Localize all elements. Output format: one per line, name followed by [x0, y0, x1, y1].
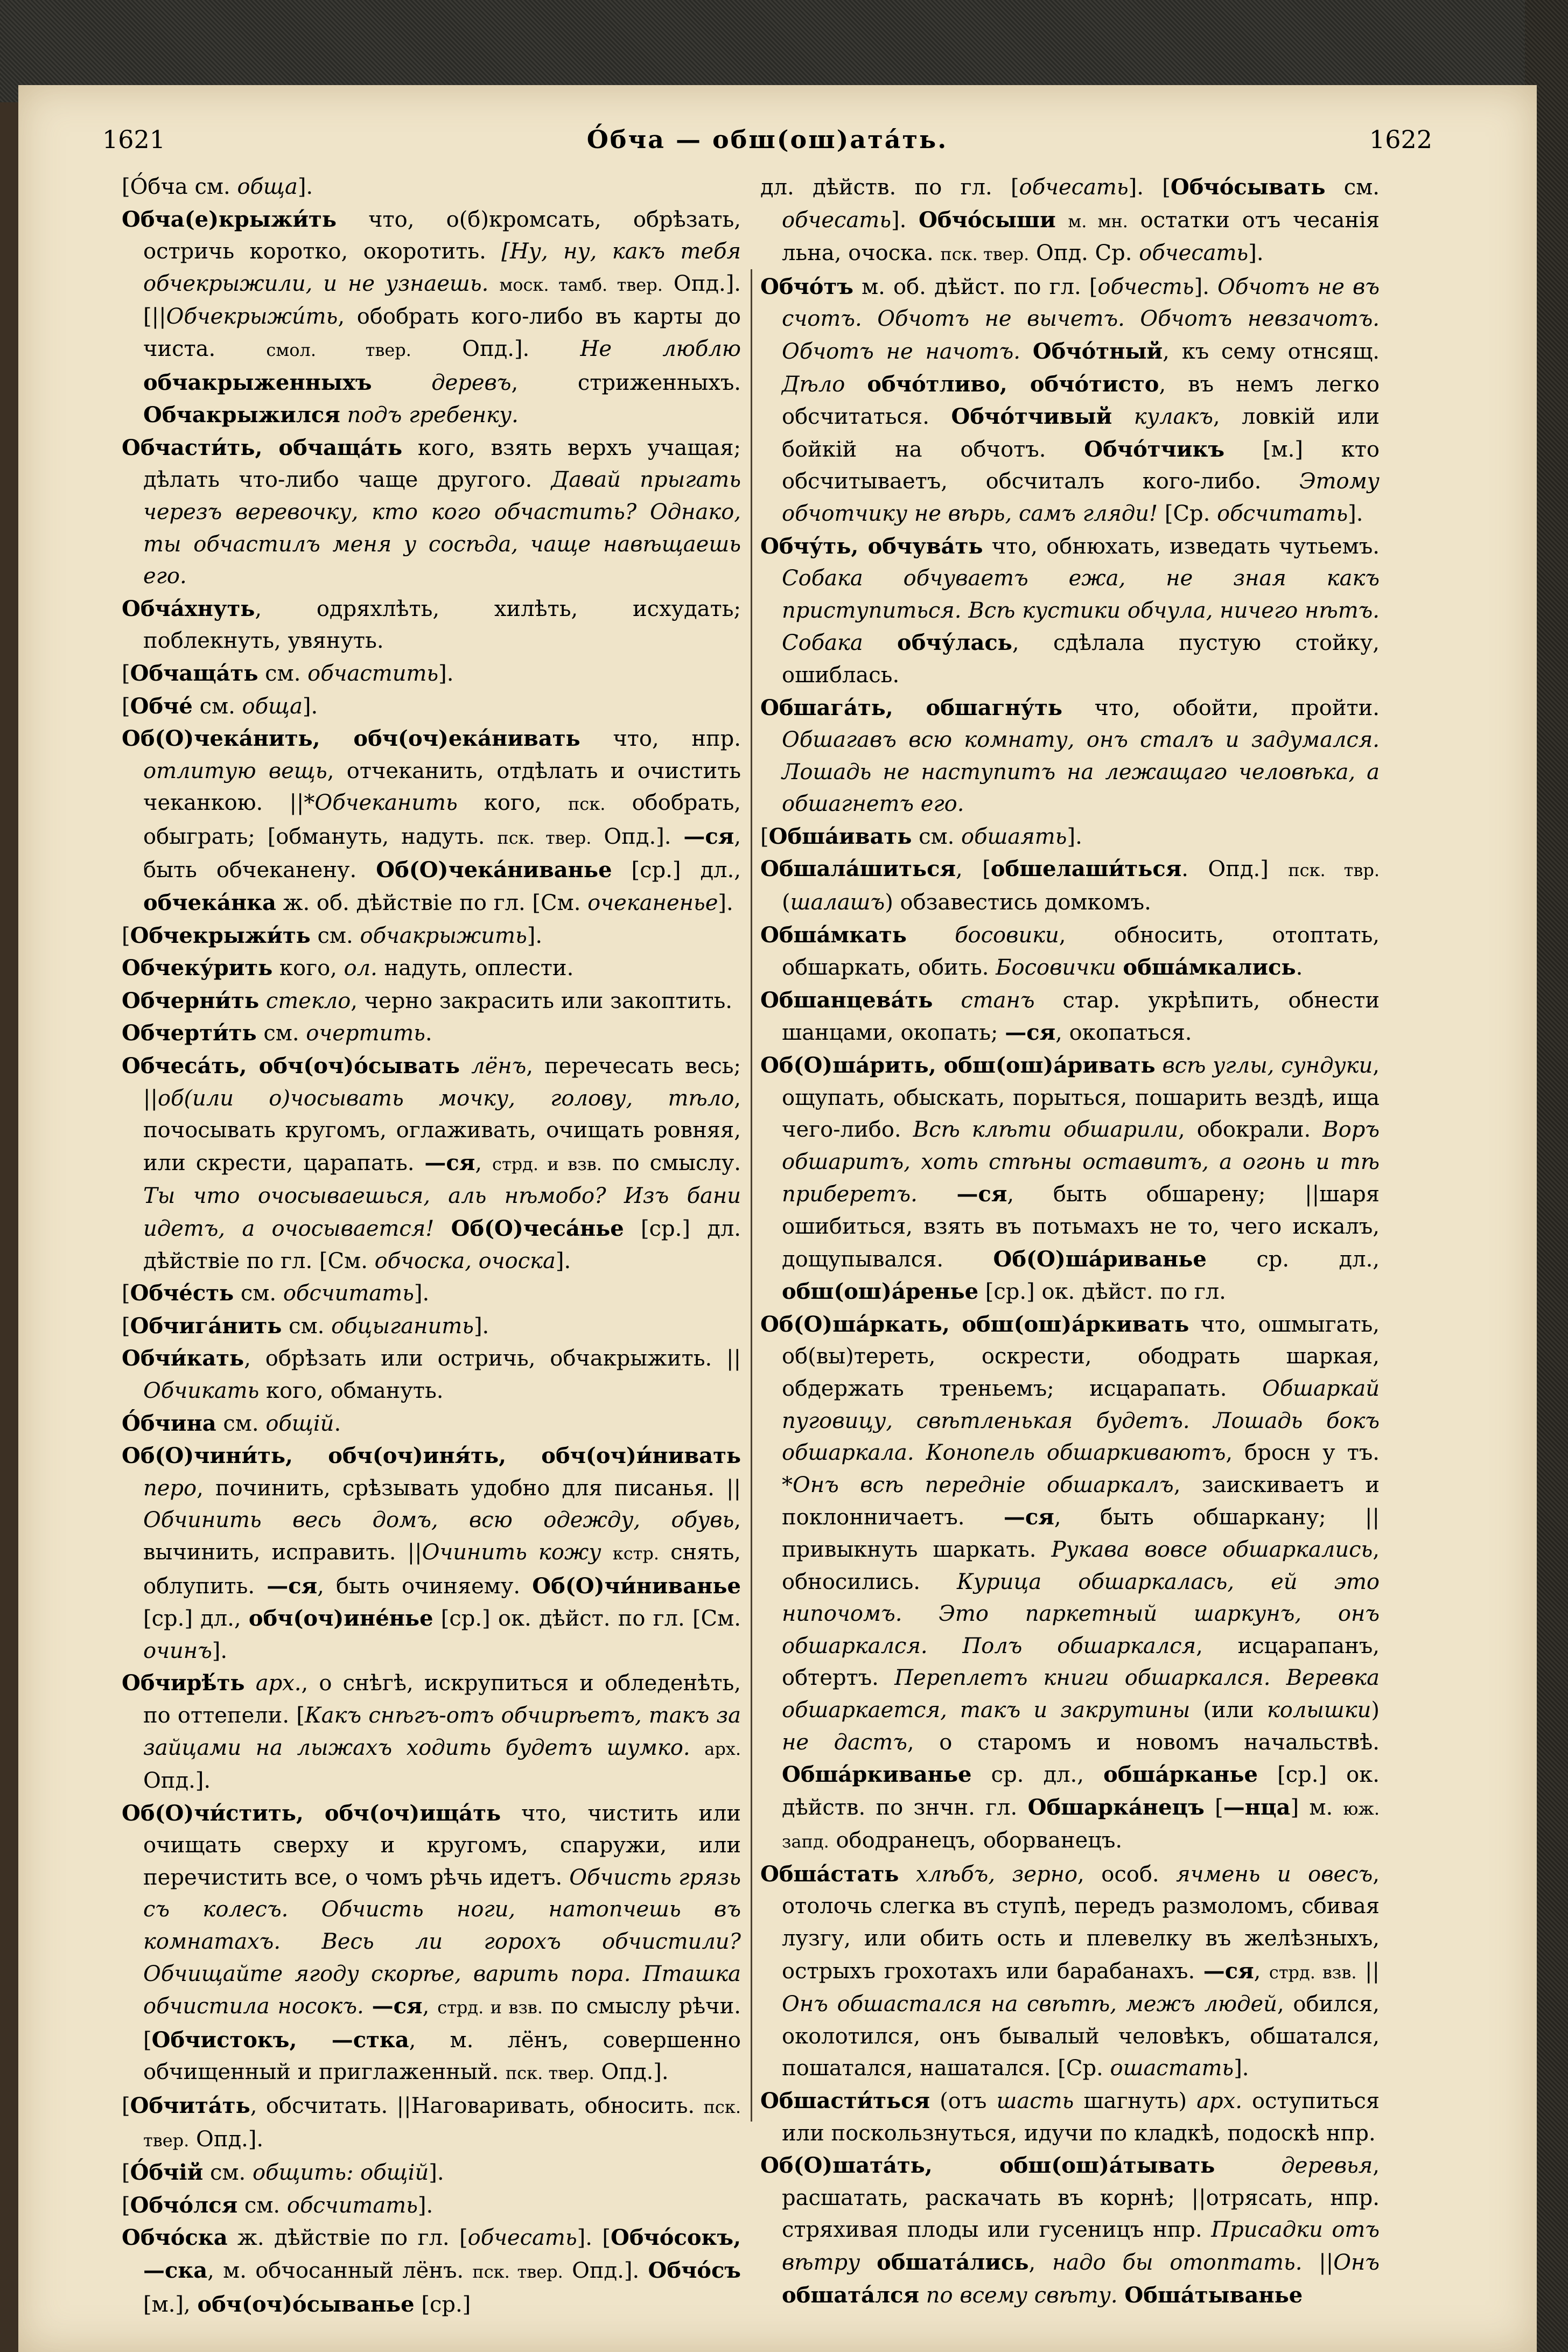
dictionary-entry: Обчеса́ть, обч(оч)о́сывать лёнъ, перечесать весь; ||об(или о)чосывать мочку, голову, тѣло, почосывать кругомъ, оглаживать, очищать ровняя, или скрести, царапать. —ся, стрд. и взв. по смыслу. Ты что очосываешься, аль нѣмобо? Изъ бани идетъ, а очосывается! Об(О)чеса́нье [ср.] дл. дѣйствіе по гл. [См. обчоска, очоска].: [122, 1053, 741, 1273]
dictionary-entry: Обча(е)крыжи́ть что, о(б)кромсать, обрѣзать, остричь коротко, окоротить. [Ну, ну, какъ тебя обчекрыжили, и не узнаешь. моск. тамб. твер. Опд.]. [||Обчекрыжи́ть, обобрать кого-либо въ карты до чиста. смол. твер. Опд.]. Не люблю обчакрыженныхъ деревъ, стриженныхъ. Обчакрыжился подъ гребенку.: [122, 206, 741, 428]
dictionary-entry: Об(О)шата́ть, обш(ош)а́тывать деревья, расшатать, раскачать въ корнѣ; ||отрясать, нпр. стряхивая плоды или гусеницъ нпр. Присадки отъ вѣтру обшата́лись, надо бы отоптать. ||Онъ обшата́лся по всему свѣту. Обша́тыванье: [760, 2153, 1380, 2308]
page-number-right: 1622: [1369, 125, 1432, 154]
dictionary-entry: Обчо́тъ м. об. дѣйст. по гл. [обчесть]. Обчотъ не въ счотъ. Обчотъ не вычетъ. Обчотъ невзачотъ. Обчотъ не начотъ. Обчо́тный, къ сему отнсящ. Дѣло обчо́тливо, обчо́тисто, въ немъ легко обсчитаться. Обчо́тчивый кулакъ, ловкій или бойкій на обчотъ. Обчо́тчикъ [м.] кто обсчитываетъ, обсчиталъ кого-либо. Этому обчотчику не вѣрь, самъ гляди! [Ср. обсчитать].: [760, 274, 1380, 526]
dictionary-entry: дл. дѣйств. по гл. [обчесать]. [Обчо́сывать см. обчесать]. Обчо́сыши м. мн. остатки отъ чесанія льна, очоска. пск. твер. Опд. Ср. обчесать].: [760, 174, 1380, 266]
dictionary-entry: Обшасти́ться (отъ шасть шагнуть) арх. оступиться или поскользнуться, идучи по кладкѣ, подоскѣ нпр.: [760, 2088, 1380, 2146]
dictionary-entry: Обчасти́ть, обчаща́ть кого, взять верхъ учащая; дѣлать что-либо чаще другого. Давай прыгать черезъ веревочку, кто кого обчастить? Однако, ты обчастилъ меня у сосѣда, чаще навѣщаешь его.: [122, 435, 741, 589]
dictionary-entry: Обша́мкать босовики, обносить, отоптать, обшаркать, обить. Босовички обша́мкались.: [760, 922, 1380, 981]
dictionary-entry: [Обчекрыжи́ть см. обчакрыжить].: [122, 922, 543, 948]
page-number-left: 1621: [102, 125, 166, 154]
dictionary-entry: Обша́стать хлѣбъ, зерно, особ. ячмень и овесъ, отолочь слегка въ ступѣ, передъ размоломъ, сбивая лузгу, или обить ость и плевелку въ желѣзныхъ, острыхъ грохотахъ или барабанахъ. —ся, стрд. взв. ||Онъ обшастался на свѣтѣ, межъ людей, обился, околотился, онъ бывалый человѣкъ, обшатался, пошатался, нашатался. [Ср. ошастать].: [760, 1861, 1380, 2081]
dictionary-entry: Об(О)чи́стить, обч(оч)ища́ть что, чистить или очищать сверху и кругомъ, спаружи, или перечистить все, о чомъ рѣчь идетъ. Обчисть грязь съ колесъ. Обчисть ноги, натопчешь въ комнатахъ. Весь ли горохъ обчистили? Обчищайте ягоду скорѣе, варить пора. Пташка обчистила носокъ. —ся, стрд. и взв. по смыслу рѣчи. [Обчистокъ, —стка, м. лёнъ, совершенно обчищенный и приглаженный. пск. твер. Опд.].: [122, 1800, 741, 2085]
dictionary-entry: Обчо́ска ж. дѣйствіе по гл. [обчесать]. [Обчо́сокъ, —ска, м. обчосанный лёнъ. пск. твер. Опд.]. Обчо́съ [м.], обч(оч)о́сыванье [ср.]: [122, 2225, 741, 2317]
dictionary-entry: Об(О)ша́рить, обш(ош)а́ривать всѣ углы, сундуки, ощупать, обыскать, порыться, пошарить вездѣ, ища чего-либо. Всѣ клѣти обшарили, обокрали. Воръ обшаритъ, хоть стѣны оставитъ, а огонь и тѣ приберетъ. —ся, быть обшарену; ||шаря ошибиться, взять въ потьмахъ не то, чего искалъ, дощупывался. Об(О)ша́риванье ср. дл., обш(ош)а́ренье [ср.] ок. дѣйст. по гл.: [760, 1053, 1380, 1305]
dictionary-entry: [Обчита́ть, обсчитать. ||Наговаривать, обносить. пск. твер. Опд.].: [122, 2093, 741, 2152]
dictionary-entry: [Обчига́нить см. обцыганить].: [122, 1313, 489, 1339]
dictionary-entry: [О́бча см. обща].: [122, 174, 313, 199]
column-divider: [751, 269, 752, 2122]
dictionary-entry: Обшанцева́ть станъ стар. укрѣпить, обнести шанцами, окопать; —ся, окопаться.: [760, 987, 1380, 1046]
dictionary-entry: [Обчаща́ть см. обчастить].: [122, 660, 454, 686]
dictionary-entry: [О́бчій см. общить: общій].: [122, 2160, 444, 2186]
dictionary-entry: Обшага́ть, обшагну́ть что, обойти, пройти. Обшагавъ всю комнату, онъ сталъ и задумался. Лошадь не наступитъ на лежащаго человѣка, а обшагнетъ его.: [760, 695, 1380, 817]
dictionary-entry: Обча́хнуть, одряхлѣть, хилѣть, исхудать; поблекнуть, увянуть.: [122, 596, 741, 654]
page-header: [102, 125, 1432, 173]
dictionary-entry: [Обче́ см. обща].: [122, 693, 318, 719]
dictionary-entry: Обчерти́ть см. очертить.: [122, 1020, 432, 1046]
dictionary-entry: Об(О)чека́нить, обч(оч)ека́нивать что, нпр. отлитую вещь, отчеканить, отдѣлать и очистить чеканкою. ||*Обчеканить кого, пск. обобрать, обыграть; [обмануть, надуть. пск. твер. Опд.]. —ся, быть обчеканену. Об(О)чека́ниванье [ср.] дл., обчека́нка ж. об. дѣйствіе по гл. [См. очеканенье].: [122, 726, 741, 916]
dictionary-entry: Об(О)ша́ркать, обш(ош)а́ркивать что, ошмыгать, об(вы)тереть, оскрести, ободрать шаркая, обдержать треньемъ; исцарапать. Обшаркай пуговицу, свѣтленькая будетъ. Лошадь бокъ обшаркала. Конопель обшаркиваютъ, бросн у тъ. *Онъ всѣ передніе обшаркалъ, заискиваетъ и поклонничаетъ. —ся, быть обшаркану; ||привыкнуть шаркать. Рукава вовсе обшаркались, обносились. Курица обшаркалась, ей это нипочомъ. Это паркетный шаркунъ, онъ обшаркался. Полъ обшаркался, исцарапанъ, обтертъ. Переплетъ книги обшаркался. Веревка обшаркается, такъ и закрутины (или колышки) не дастъ, о старомъ и новомъ начальствѣ. Обша́ркиванье ср. дл., обша́рканье [ср.] ок. дѣйств. по знчн. гл. Обшарка́нецъ [—нца] м. юж. запд. ободранецъ, оборванецъ.: [760, 1311, 1380, 1853]
dictionary-entry: О́бчина см. общій.: [122, 1410, 341, 1436]
dictionary-entry: Обчирѣ́ть арх., о снѣгѣ, искрупиться и обледенѣть, по оттепели. [Какъ снѣгъ-отъ обчирѣетъ, такъ за зайцами на лыжахъ ходить будетъ шумко. арх. Опд.].: [122, 1670, 741, 1794]
dictionary-entry: Обчу́ть, обчува́ть что, обнюхать, изведать чутьемъ. Собака обчуваетъ ежа, не зная какъ приступиться. Всѣ кустики обчула, ничего нѣтъ. Собака обчу́лась, сдѣлала пустую стойку, ошиблась.: [760, 533, 1380, 688]
dictionary-entry: Обчи́кать, обрѣзать или остричь, обчакрыжить. ||Обчикать кого, обмануть.: [122, 1346, 741, 1403]
dictionary-entry: [Обша́ивать см. обшаять].: [760, 823, 1082, 849]
dictionary-entry: [Обчо́лся см. обсчитать].: [122, 2192, 433, 2218]
dictionary-entry: Обчерни́ть стекло, черно закрасить или закоптить.: [122, 988, 732, 1013]
dictionary-entry: Об(О)чини́ть, обч(оч)иня́ть, обч(оч)и́нивать перо, починить, срѣзывать удобно для писанья. ||Обчинить весь домъ, всю одежду, обувь, вычинить, исправить. ||Очинить кожу кстр. снять, облупить. —ся, быть очиняему. Об(О)чи́ниванье [ср.] дл., обч(оч)ине́нье [ср.] ок. дѣйст. по гл. [См. очинъ].: [122, 1443, 741, 1663]
right-column: [760, 171, 1380, 2312]
running-title: О́бча — обш(ош)ата́ть.: [586, 125, 948, 154]
dictionary-entry: Обшала́шиться, [обшелаши́ться. Опд.] пск. твр. (шалашъ) обзавестись домкомъ.: [760, 856, 1380, 915]
dictionary-entry: [Обче́сть см. обсчитать].: [122, 1280, 430, 1306]
dictionary-entry: Обчеку́рить кого, ол. надуть, оплести.: [122, 955, 574, 981]
left-column: [122, 171, 741, 2321]
